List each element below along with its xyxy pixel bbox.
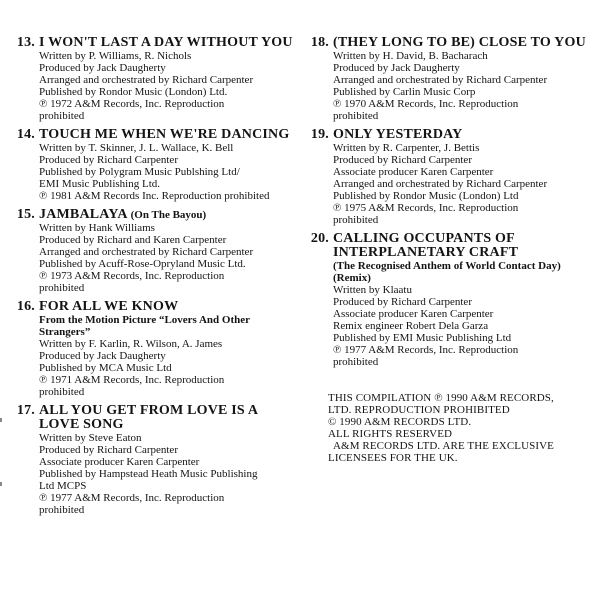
track-credits — [39, 50, 300, 122]
footer-line: LTD. REPRODUCTION PROHIBITED — [328, 404, 510, 416]
footer-line: ALL RIGHTS RESERVED — [328, 428, 453, 440]
copyright-notice — [328, 392, 596, 464]
track-title — [39, 300, 178, 314]
credit-line: Written by Steve Eaton — [39, 432, 142, 444]
credit-line: prohibited — [39, 282, 85, 294]
track-credits — [39, 142, 300, 202]
credit-line: Written by H. David, B. Bacharach — [333, 50, 488, 62]
track-header — [302, 36, 594, 50]
track-subtitle: (The Recognised Anthem of World Contact Day) (Remix) — [333, 260, 561, 284]
track-title-text: TOUCH ME WHEN WE'RE DANCING — [39, 127, 290, 142]
track-number: 19. — [310, 127, 329, 142]
credit-line: Published by MCA Music Ltd — [39, 362, 172, 374]
track-title-text: (THEY LONG TO BE) CLOSE TO YOU — [333, 35, 586, 50]
track-title-text: FOR ALL WE KNOW — [39, 299, 179, 314]
track-entry — [8, 300, 300, 398]
track-number: 20. — [310, 231, 329, 246]
track-title — [333, 128, 463, 142]
track-title-text: CALLING OCCUPANTS OF INTERPLANETARY CRAFT — [333, 231, 519, 260]
track-header — [8, 300, 300, 314]
track-number: 14. — [16, 127, 35, 142]
credit-line: Written by F. Karlin, R. Wilson, A. James — [39, 338, 223, 350]
credit-line: Published by EMI Music Publishing Ltd — [333, 332, 512, 344]
credit-line: Produced by Richard and Karen Carpenter — [39, 234, 227, 246]
track-number: 17. — [16, 403, 35, 418]
track-credits — [39, 338, 300, 398]
credit-line: Produced by Richard Carpenter — [39, 444, 178, 456]
credit-line: prohibited — [39, 110, 85, 122]
credit-line: ℗ 1977 A&M Records, Inc. Reproduction — [333, 344, 519, 356]
credit-line: Arranged and orchestrated by Richard Carpenter — [39, 246, 254, 258]
credit-line: prohibited — [39, 386, 85, 398]
track-credits — [39, 222, 300, 294]
track-number: 18. — [310, 35, 329, 50]
track-entry — [8, 404, 300, 516]
credit-line: prohibited — [333, 110, 379, 122]
credit-line: Arranged and orchestrated by Richard Carpenter — [333, 178, 548, 190]
track-list-left — [8, 36, 300, 522]
scan-edge-mark — [0, 418, 2, 422]
track-subtitle: From the Motion Picture “Lovers And Other Strangers” — [39, 314, 250, 338]
credit-line: ℗ 1981 A&M Records Inc. Reproduction prohibited — [39, 190, 270, 202]
credit-line: ℗ 1975 A&M Records, Inc. Reproduction — [333, 202, 519, 214]
credit-line: Written by Klaatu — [333, 284, 412, 296]
credit-line: Associate producer Karen Carpenter — [39, 456, 200, 468]
credit-line: Associate producer Karen Carpenter — [333, 166, 494, 178]
credit-line: ℗ 1971 A&M Records, Inc. Reproduction — [39, 374, 225, 386]
credit-line: Arranged and orchestrated by Richard Carpenter — [333, 74, 548, 86]
track-number: 16. — [16, 299, 35, 314]
credit-line: Published by Polygram Music Publshing Ltd/ — [39, 166, 240, 178]
track-entry — [8, 208, 300, 294]
credit-line: Written by R. Carpenter, J. Bettis — [333, 142, 480, 154]
credit-line: Published by Hampstead Heath Music Publishing — [39, 468, 258, 480]
track-credits — [333, 50, 594, 122]
credit-line: Produced by Richard Carpenter — [333, 154, 472, 166]
track-title — [39, 128, 289, 142]
track-title — [333, 36, 586, 50]
credit-line: prohibited — [333, 214, 379, 226]
track-header — [8, 208, 300, 222]
credit-line: ℗ 1970 A&M Records, Inc. Reproduction — [333, 98, 519, 110]
credit-line: Published by Carlin Music Corp — [333, 86, 476, 98]
footer-line: A&M RECORDS LTD. ARE THE EXCLUSIVE — [333, 440, 554, 452]
track-list-right — [302, 36, 594, 374]
track-header — [8, 128, 300, 142]
track-credits — [333, 284, 594, 368]
credit-line: Produced by Jack Daugherty — [333, 62, 460, 74]
track-title-text: I WON'T LAST A DAY WITHOUT YOU — [39, 35, 293, 50]
credit-line: Published by Rondor Music (London) Ltd. — [39, 86, 228, 98]
credit-line: Produced by Jack Daugherty — [39, 350, 166, 362]
track-entry — [302, 232, 594, 368]
track-entry — [302, 128, 594, 226]
credit-line: ℗ 1973 A&M Records, Inc. Reproduction — [39, 270, 225, 282]
footer-line: LICENSEES FOR THE UK. — [328, 452, 458, 464]
track-title — [39, 36, 293, 50]
credit-line: prohibited — [333, 356, 379, 368]
track-title — [39, 208, 206, 222]
track-number: 15. — [16, 207, 35, 222]
credit-line: Published by Acuff-Rose-Opryland Music Ltd. — [39, 258, 246, 270]
credit-line: Associate producer Karen Carpenter — [333, 308, 494, 320]
track-header — [8, 36, 300, 50]
track-title-text: ALL YOU GET FROM LOVE IS A LOVE SONG — [39, 403, 258, 432]
credit-line: Produced by Richard Carpenter — [39, 154, 178, 166]
credit-line: Written by Hank Williams — [39, 222, 155, 234]
credit-line: Remix engineer Robert Dela Garza — [333, 320, 489, 332]
credit-line: Written by T. Skinner, J. L. Wallace, K. Bell — [39, 142, 234, 154]
credit-line: Published by Rondor Music (London) Ltd — [333, 190, 519, 202]
credit-line: Written by P. Williams, R. Nichols — [39, 50, 192, 62]
credit-line: EMI Music Publishing Ltd. — [39, 178, 161, 190]
track-header — [302, 232, 594, 260]
track-credits — [39, 432, 300, 516]
track-header — [302, 128, 594, 142]
credit-line: prohibited — [39, 504, 85, 516]
footer-line: © 1990 A&M RECORDS LTD. — [328, 416, 472, 428]
track-number: 13. — [16, 35, 35, 50]
credit-line: ℗ 1972 A&M Records, Inc. Reproduction — [39, 98, 225, 110]
credit-line: Ltd MCPS — [39, 480, 87, 492]
scan-edge-mark — [0, 482, 2, 486]
credit-line: Arranged and orchestrated by Richard Carpenter — [39, 74, 254, 86]
track-entry — [8, 36, 300, 122]
credit-line: Produced by Jack Daugherty — [39, 62, 166, 74]
credit-line: ℗ 1977 A&M Records, Inc. Reproduction — [39, 492, 225, 504]
track-title-text: ONLY YESTERDAY — [333, 127, 463, 142]
footer-line: THIS COMPILATION ℗ 1990 A&M RECORDS, — [328, 392, 554, 404]
track-entry — [302, 36, 594, 122]
track-title — [39, 404, 300, 432]
credit-line: Produced by Richard Carpenter — [333, 296, 472, 308]
track-title — [333, 232, 594, 260]
track-header — [8, 404, 300, 432]
track-entry — [8, 128, 300, 202]
track-title-text: JAMBALAYA — [39, 207, 127, 222]
track-credits — [333, 142, 594, 226]
track-title-suffix: (On The Bayou) — [130, 209, 207, 221]
